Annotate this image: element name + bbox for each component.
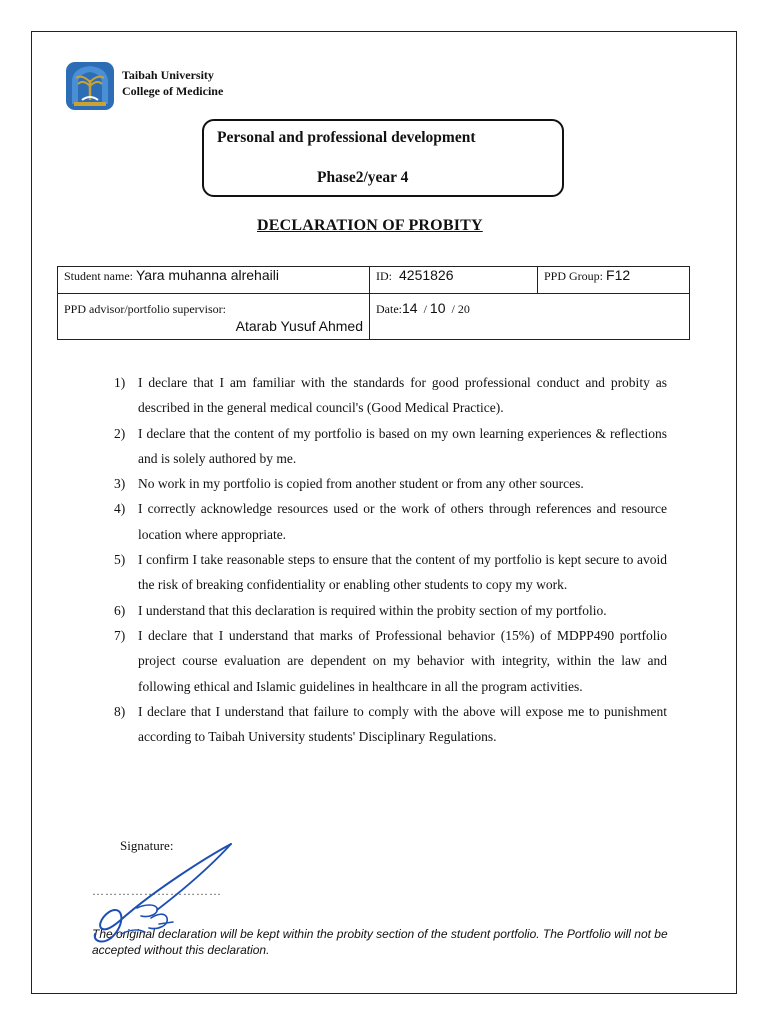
advisor-cell [58, 294, 370, 340]
group-value: F12 [606, 267, 631, 283]
list-item [114, 370, 667, 421]
page-title: DECLARATION OF PROBITY [257, 217, 483, 234]
item-text: I declare that I am familiar with the standards for good professional conduct and probity as described in the general medical council's (Good Medical Practice). [138, 375, 667, 416]
date-month: 10 [429, 300, 446, 316]
date-year: 20 [457, 302, 470, 316]
list-item [114, 547, 667, 598]
id-value: 4251826 [399, 267, 454, 283]
item-text: I confirm I take reasonable steps to ensure that the content of my portfolio is kept secure to avoid the risk of breaking confidentiality or enabling other students to copy my work. [138, 552, 667, 593]
date-cell [370, 294, 690, 340]
item-text: I declare that I understand that marks of Professional behavior (15%) of MDPP490 portfolio project course evaluation are dependent on my behavior with integrity, within the law and following ethical and Islamic guidelines in healthcare in all the program activities. [138, 627, 667, 694]
list-item [114, 598, 667, 623]
group-label: PPD Group: [544, 269, 604, 283]
group-cell [538, 267, 690, 294]
item-number: 5) [114, 552, 126, 568]
id-label: ID: [376, 269, 392, 283]
university-name: Taibah University [122, 68, 214, 82]
info-row [58, 267, 690, 294]
list-item [114, 623, 667, 699]
list-item [114, 471, 667, 496]
phase-year: Phase2/year 4 [317, 169, 409, 186]
signature-label: Signature: [120, 838, 174, 853]
date-label: Date: [376, 302, 402, 316]
student-name-value: Yara muhanna alrehaili [136, 267, 279, 283]
item-number: 2) [114, 425, 126, 441]
item-number: 7) [114, 627, 126, 643]
item-number: 3) [114, 476, 126, 492]
course-title: Personal and professional development [217, 129, 476, 146]
item-number: 4) [114, 501, 126, 517]
advisor-label: PPD advisor/portfolio supervisor: [64, 302, 226, 316]
item-text: I declare that I understand that failure to comply with the above will expose me to punishment according to Taibah University students' Disciplinary Regulations. [138, 703, 667, 745]
item-text: I declare that the content of my portfolio is based on my own learning experiences & reflections and is solely authored by me. [138, 425, 667, 466]
list-item [114, 496, 667, 547]
date-day: 14 [402, 300, 418, 316]
item-number: 8) [114, 703, 126, 719]
signature-line: ………………………… [92, 884, 222, 898]
item-text: No work in my portfolio is copied from another student or from any other sources. [138, 476, 584, 492]
item-text: I correctly acknowledge resources used or the work of others through references and resource location where appropriate. [138, 501, 667, 542]
student-name-label: Student name: [64, 269, 133, 283]
college-name: College of Medicine [122, 84, 224, 98]
date-separator: / [451, 302, 455, 316]
declaration-list [114, 370, 667, 749]
item-text: I understand that this declaration is required within the probity section of my portfolio. [138, 602, 607, 618]
list-item [114, 699, 667, 750]
date-separator: / [423, 302, 427, 316]
student-info-table [57, 266, 690, 340]
student-name-cell [58, 267, 370, 294]
info-row [58, 294, 690, 340]
university-header [122, 67, 223, 99]
taibah-university-logo [64, 60, 116, 112]
item-number: 1) [114, 375, 126, 390]
handwritten-signature [85, 838, 255, 948]
id-cell [370, 267, 538, 294]
list-item [114, 421, 667, 472]
advisor-value: Atarab Yusuf Ahmed [235, 318, 363, 334]
footnote: The original declaration will be kept within the probity section of the student portfolio. The Portfolio will not be accepted without this declaration. [92, 927, 668, 957]
item-number: 6) [114, 602, 126, 618]
